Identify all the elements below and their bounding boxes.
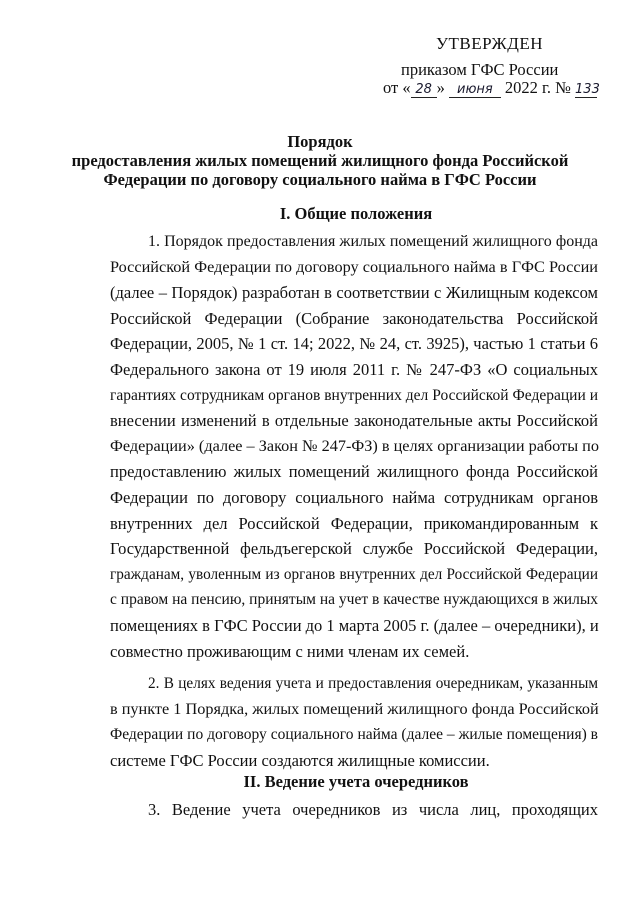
order-reference: приказом ГФС России <box>401 60 559 79</box>
handwritten-month: июня <box>449 83 501 98</box>
paragraph-line: Федерации по договору социального найма (далее – жилые помещения) в <box>110 726 598 744</box>
paragraph-line: Федерации» (далее – Закон № 247-ФЗ) в целях организации работы по <box>110 436 599 455</box>
handwritten-order-number: 133 <box>575 82 600 97</box>
section-heading-1: I. Общие положения <box>279 204 433 223</box>
paragraph-line: гражданам, уволенным из органов внутренних дел Российской Федерации <box>110 565 598 583</box>
paragraph-line: предоставлению жилых помещений жилищного фонда Российской <box>110 462 598 482</box>
paragraph-line: Федерального закона от 19 июля 2011 г. № 247-ФЗ «О социальных <box>110 359 598 379</box>
paragraph-line: системе ГФС России создаются жилищные комиссии. <box>110 750 490 770</box>
paragraph-line: совместно проживающим с ними членам их семей. <box>110 641 470 661</box>
paragraph-line: 2. В целях ведения учета и предоставления очередникам, указанным <box>148 675 598 692</box>
title-line-3: Федерации по договору социального найма в ГФС России <box>103 170 537 189</box>
paragraph-line: внесении изменений в отдельные законодательные акты Российской <box>110 411 598 431</box>
paragraph-line: Государственной фельдъегерской службе Российской Федерации, <box>110 539 598 559</box>
date-year: 2022 г. № <box>504 78 571 97</box>
paragraph-line: 1. Порядок предоставления жилых помещений жилищного фонда <box>148 233 598 250</box>
handwritten-day: 28 <box>411 83 437 98</box>
paragraph-line: Федерации по договору социального найма сотрудникам органов <box>110 487 598 507</box>
paragraph-line: в пункте 1 Порядка, жилых помещений жилищного фонда Российской <box>110 699 599 718</box>
document-title <box>20 132 620 189</box>
order-date-line <box>383 78 600 98</box>
paragraph-line: Федерации, 2005, № 1 ст. 14; 2022, № 24, ст. 3925), частью 1 статьи 6 <box>110 334 598 354</box>
paragraph-line: внутренних дел Российской Федерации, прикомандированным к <box>110 513 598 533</box>
title-line-2: предоставления жилых помещений жилищного фонда Российской <box>71 151 569 170</box>
paragraph-line: с правом на пенсию, принятым на учет в качестве нуждающихся в жилых <box>110 591 598 609</box>
paragraph-line: помещениях в ГФС России до 1 марта 2005 г. (далее – очередники), и <box>110 615 599 635</box>
paragraph-line: Российской Федерации по договору социального найма в ГФС России <box>110 257 598 276</box>
paragraph-line: (далее – Порядок) разработан в соответствии с Жилищным кодексом <box>110 283 598 303</box>
approved-label: УТВЕРЖДЕН <box>436 34 543 53</box>
date-mid: » <box>436 78 445 97</box>
paragraph-2 <box>110 671 598 773</box>
date-prefix: от « <box>383 78 411 97</box>
section-heading-2: II. Ведение учета очередников <box>243 772 469 791</box>
paragraph-line: гарантиях сотрудникам органов внутренних дел Российской Федерации и <box>110 386 598 404</box>
paragraph-line: Российской Федерации (Собрание законодательства Российской <box>110 308 598 328</box>
title-line-1: Порядок <box>287 132 353 151</box>
paragraph-line: 3. Ведение учета очередников из числа лиц, проходящих <box>148 800 598 819</box>
paragraph-1 <box>110 229 598 664</box>
paragraph-3 <box>110 797 598 823</box>
